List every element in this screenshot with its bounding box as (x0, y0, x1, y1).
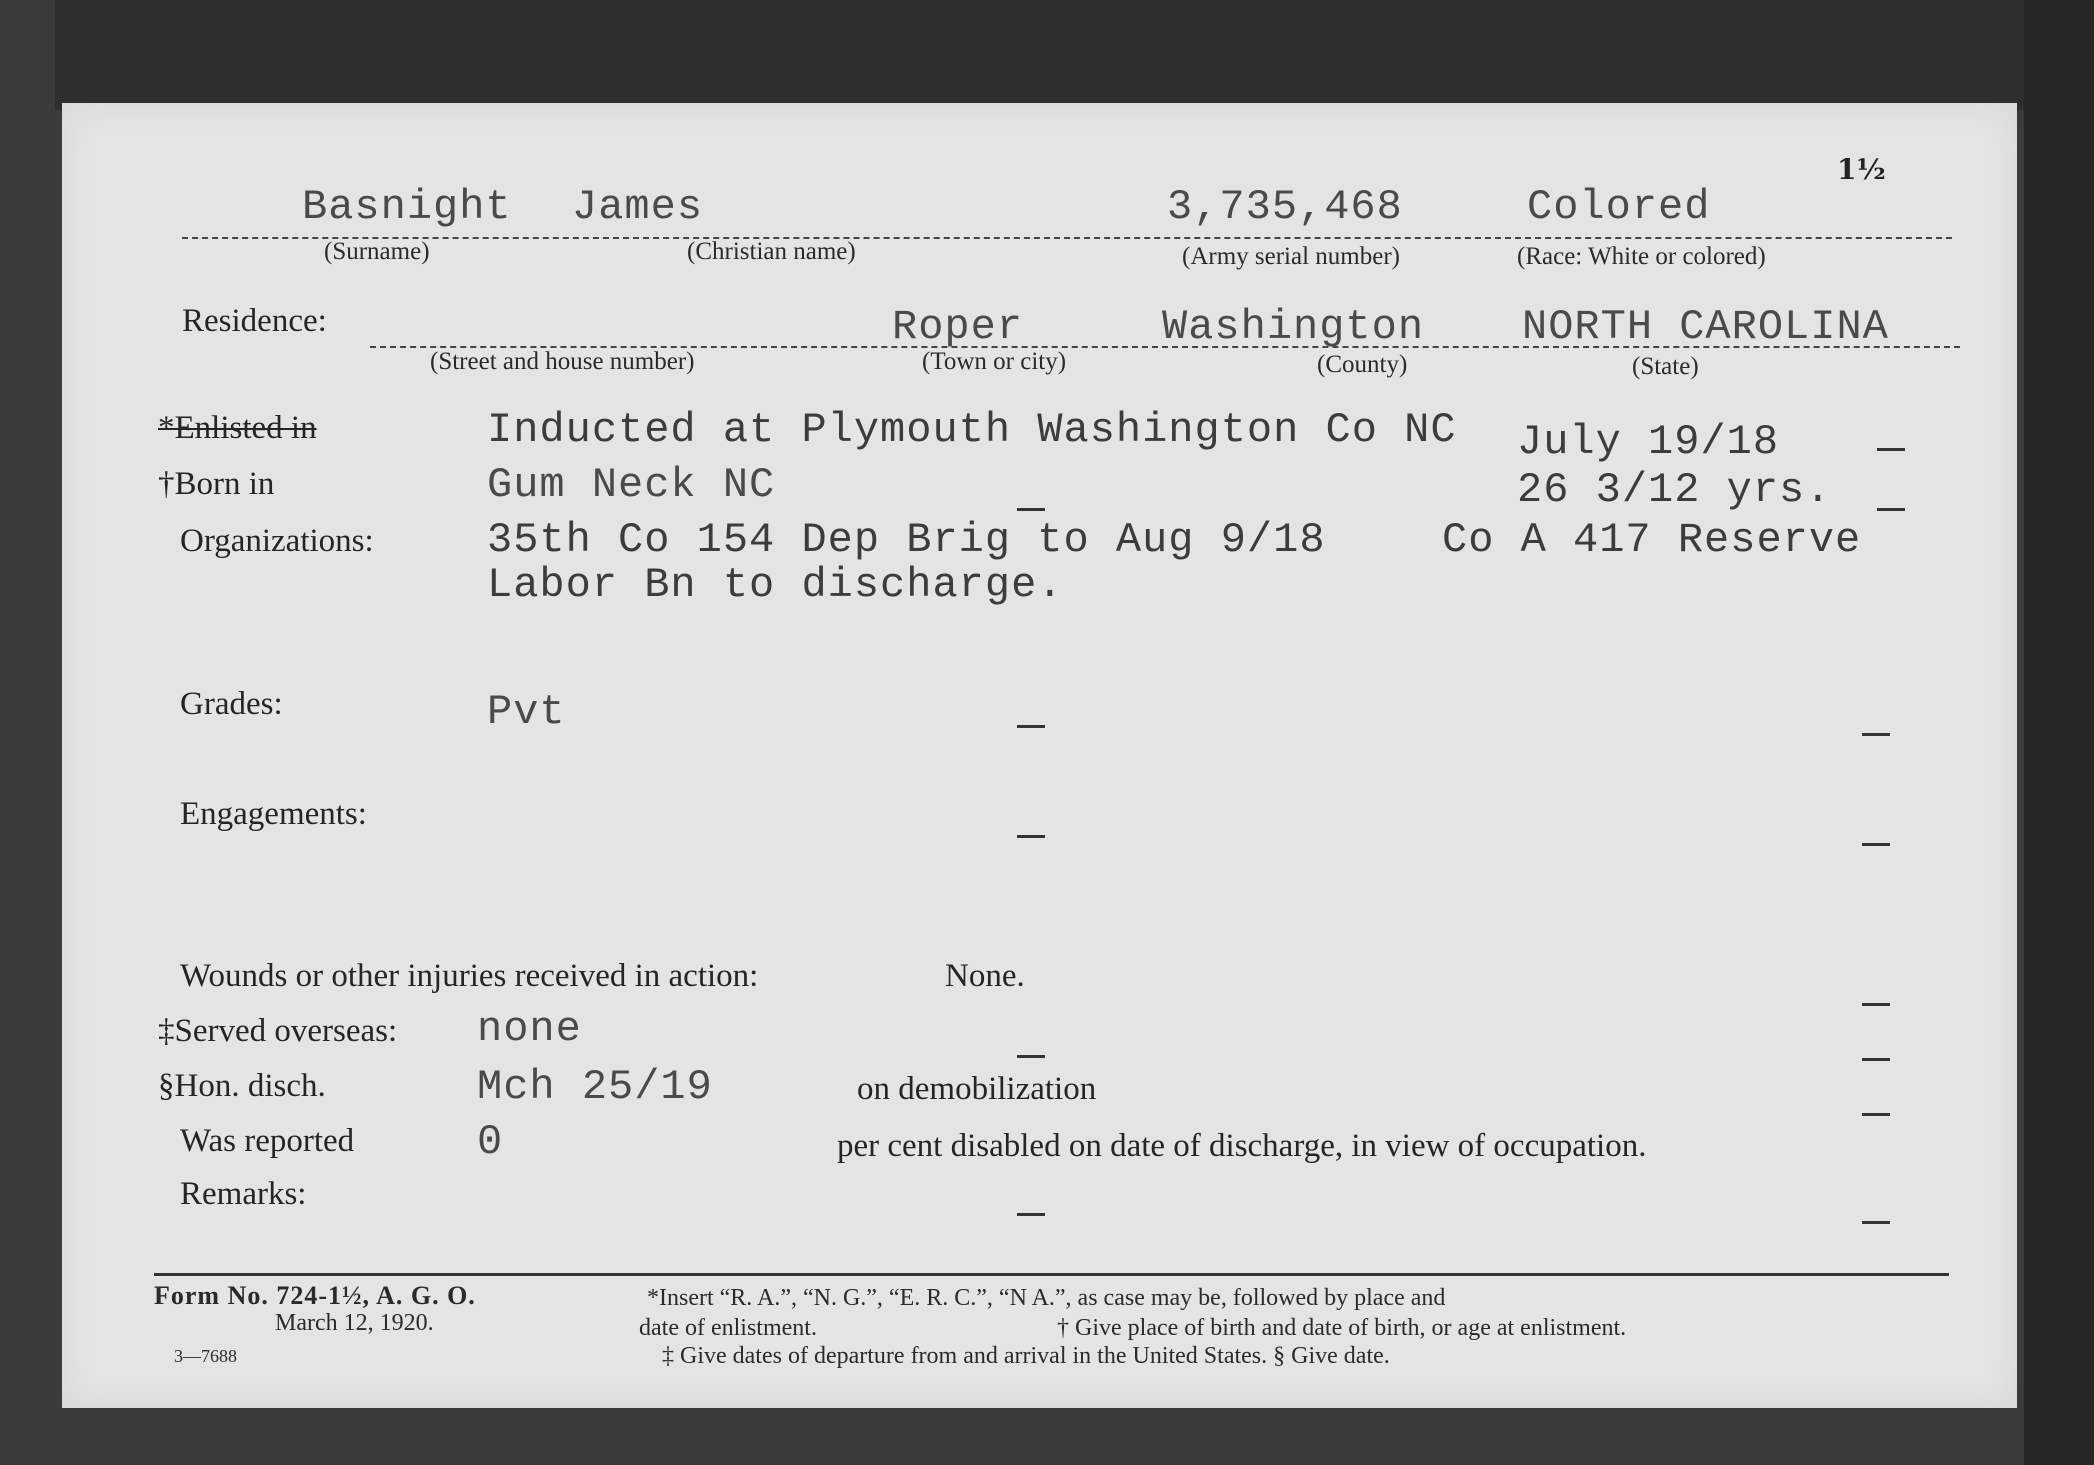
residence-town-value: Roper (892, 303, 1024, 351)
wounds-dash-end (1862, 1003, 1890, 1006)
form-date: March 12, 1920. (275, 1310, 434, 1336)
hon-disch-note: on demobilization (857, 1071, 1097, 1107)
born-dash-mid (1017, 508, 1045, 511)
enlisted-dash (1877, 448, 1905, 451)
remarks-dash-mid (1017, 1213, 1045, 1216)
print-code: 3—7688 (174, 1346, 237, 1366)
surname-value: Basnight (302, 183, 512, 231)
hon-disch-dash-end (1862, 1113, 1890, 1116)
race-label: (Race: White or colored) (1517, 243, 1766, 270)
card-number: 1½ (1837, 153, 1886, 186)
footer-rule (154, 1273, 1949, 1276)
organizations-line1b: Co A 417 Reserve (1442, 516, 1862, 564)
form-number: Form No. 724-1½, A. G. O. (154, 1281, 476, 1310)
scanner-background-right (2024, 0, 2094, 1465)
hon-disch-value: Mch 25/19 (477, 1063, 713, 1111)
organizations-line1: 35th Co 154 Dep Brig to Aug 9/18 (487, 516, 1326, 564)
organizations-line2: Labor Bn to discharge. (487, 561, 1064, 609)
grades-value: Pvt (487, 688, 566, 736)
remarks-dash-end (1862, 1221, 1890, 1224)
wounds-label: Wounds or other injuries received in action: (180, 958, 759, 994)
enlisted-value: Inducted at Plymouth Washington Co NC (487, 406, 1457, 454)
born-age: 26 3/12 yrs. (1517, 466, 1832, 514)
hon-disch-label: §Hon. disch. (158, 1068, 326, 1104)
born-dash-end (1877, 508, 1905, 511)
footnote-enlistment: date of enlistment. (639, 1315, 817, 1341)
remarks-label: Remarks: (180, 1176, 307, 1212)
residence-county-value: Washington (1162, 303, 1425, 351)
scanner-background-top (0, 0, 2094, 110)
scanner-background-left (0, 0, 55, 1465)
reported-text: per cent disabled on date of discharge, in view of occupation. (837, 1128, 1647, 1164)
surname-label: (Surname) (324, 238, 430, 265)
engagements-dash-end (1862, 843, 1890, 846)
serial-number-value: 3,735,468 (1167, 183, 1403, 231)
overseas-value: none (477, 1005, 582, 1053)
service-record-card (62, 103, 2017, 1408)
race-value: Colored (1527, 183, 1711, 231)
grades-dash-mid (1017, 725, 1045, 728)
header-line (182, 237, 1952, 239)
overseas-label: ‡Served overseas: (158, 1013, 398, 1049)
county-label: (County) (1317, 351, 1408, 378)
footnote-insert: *Insert “R. A.”, “N. G.”, “E. R. C.”, “N A.”, as case may be, followed by place and (647, 1285, 1446, 1311)
state-label: (State) (1632, 353, 1699, 380)
footnote-overseas: ‡ Give dates of departure from and arrival in the United States. § Give date. (662, 1343, 1390, 1369)
born-value: Gum Neck NC (487, 461, 776, 509)
street-label: (Street and house number) (430, 348, 695, 375)
footnote-birth: † Give place of birth and date of birth, or age at enlistment. (1057, 1315, 1627, 1341)
serial-number-label: (Army serial number) (1182, 243, 1400, 270)
overseas-dash-mid (1017, 1055, 1045, 1058)
enlisted-label: *Enlisted in (158, 410, 317, 446)
residence-state-value: NORTH CAROLINA (1522, 303, 1889, 351)
grades-dash-end (1862, 733, 1890, 736)
overseas-dash-end (1862, 1058, 1890, 1061)
engagements-label: Engagements: (180, 796, 367, 832)
reported-label: Was reported (180, 1123, 355, 1159)
reported-value: 0 (477, 1118, 504, 1166)
wounds-value: None. (945, 958, 1025, 994)
town-label: (Town or city) (922, 348, 1067, 375)
grades-label: Grades: (180, 686, 283, 722)
christian-name-label: (Christian name) (687, 238, 856, 265)
enlisted-date: July 19/18 (1517, 418, 1780, 466)
residence-label: Residence: (182, 303, 327, 339)
born-label: †Born in (158, 466, 275, 502)
christian-name-value: James (572, 183, 704, 231)
engagements-dash-mid (1017, 835, 1045, 838)
organizations-label: Organizations: (180, 523, 374, 559)
